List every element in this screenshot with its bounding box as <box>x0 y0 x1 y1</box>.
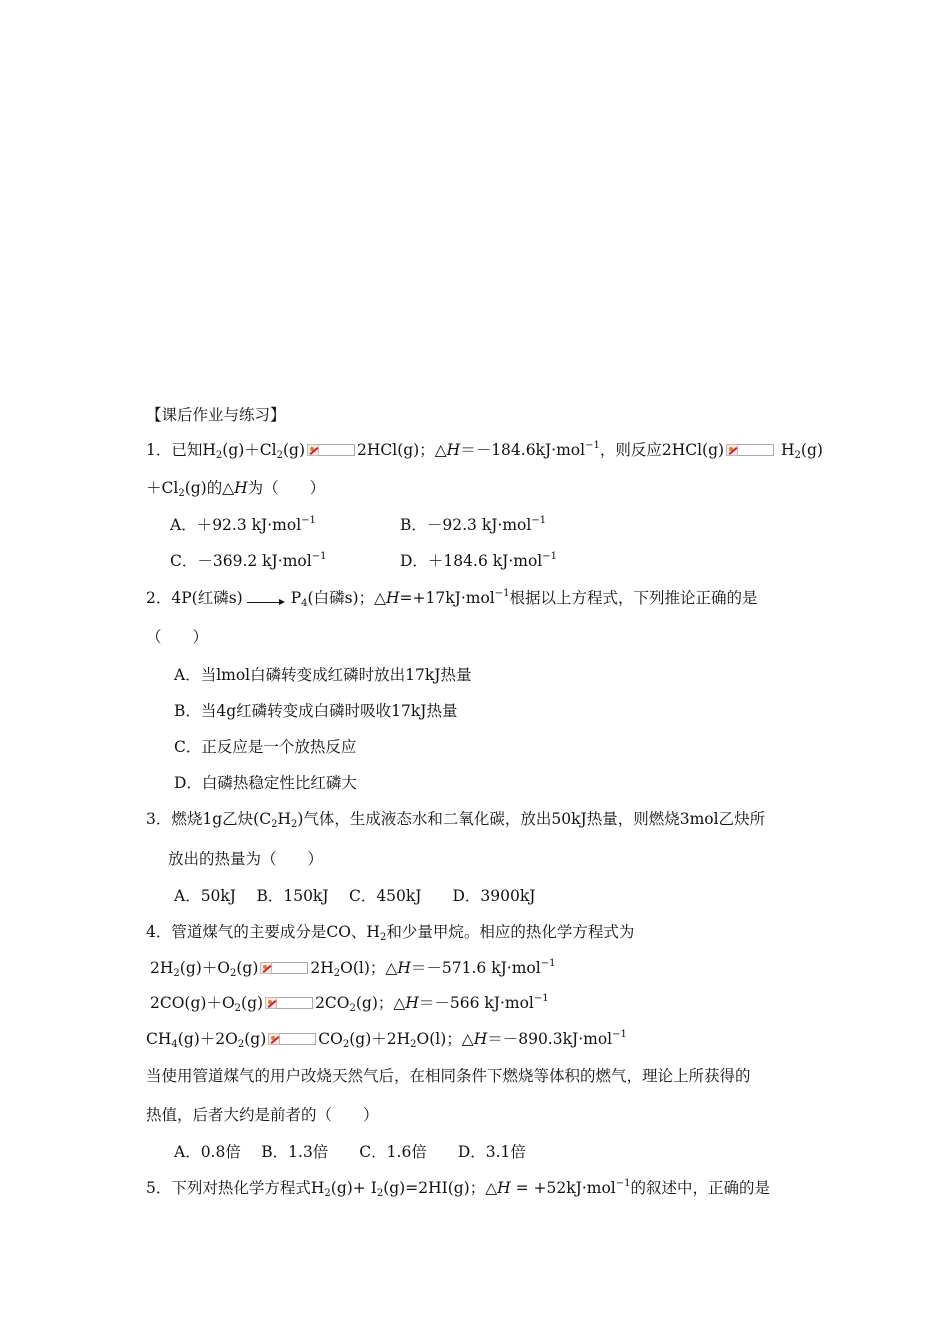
q3-options: A．50kJ B．150kJ C．450kJ D．3900kJ <box>174 887 536 905</box>
q4-line5: 当使用管道煤气的用户改烧天然气后，在相同条件下燃烧等体积的燃气，理论上所获得的 <box>146 1067 751 1085</box>
q4-equation-1: $2H_2(g)+O_2(g)$ $2H_2O(l)$；△H＝－571.6 kJ·mol$^{-1}$ <box>150 958 556 979</box>
q4-line1: 4．管道煤气的主要成分是CO、$H_2$和少量甲烷。相应的热化学方程式为 <box>146 923 635 943</box>
q2-option-c: C．正反应是一个放热反应 <box>174 738 357 756</box>
q1-option-c: C．－369.2 kJ·mol$^{-1}$ <box>170 551 327 570</box>
q3-line1: 3．燃烧1g乙炔$(C_2H_2)$气体，生成液态水和二氧化碳，放出50kJ热量，则燃烧3mol乙炔所 <box>146 810 766 830</box>
q1-line1: 1．已知$H_2(g)+Cl_2(g)$ 2HCl(g)；△H＝－184.6kJ·mol$^{-1}$，则反应2HCl(g) $H_2(g)$ <box>146 440 823 461</box>
reaction-arrow-icon <box>247 593 285 605</box>
q4-options: A．0.8倍 B．1.3倍 C．1.6倍 D．3.1倍 <box>174 1143 526 1161</box>
q3-line2: 放出的热量为（ ） <box>168 850 324 868</box>
q4-line6: 热值，后者大约是前者的（ ） <box>146 1106 379 1124</box>
q2-option-b: B．当4g红磷转变成白磷时吸收17kJ热量 <box>174 702 458 720</box>
q1-option-b: B．－92.3 kJ·mol$^{-1}$ <box>400 515 547 534</box>
reaction-arrow-icon <box>307 444 355 456</box>
q4-equation-3: $CH_4(g)+2O_2(g)$ $CO_2(g)+2H_2O(l)$；△H＝－890.3kJ·mol$^{-1}$ <box>146 1029 627 1050</box>
q1-option-a: A．＋92.3 kJ·mol$^{-1}$ <box>170 515 316 534</box>
reaction-arrow-icon <box>260 962 308 974</box>
q1-line2: $+Cl_2(g)$的△H为（ ） <box>146 479 326 499</box>
q1-option-d: D．＋184.6 kJ·mol$^{-1}$ <box>400 551 557 570</box>
q5-line1: 5．下列对热化学方程式$H_2(g)+ I_2(g)=2HI(g)$；△H = +52kJ·mol$^{-1}$的叙述中，正确的是 <box>146 1178 771 1199</box>
section-title: 【课后作业与练习】 <box>146 406 286 424</box>
reaction-arrow-icon <box>268 1033 316 1045</box>
reaction-arrow-icon <box>726 444 774 456</box>
q2-option-d: D．白磷热稳定性比红磷大 <box>174 774 357 792</box>
q2-option-a: A．当lmol白磷转变成红磷时放出17kJ热量 <box>174 666 472 684</box>
q4-equation-2: $2CO(g)+O_2(g)$ $2CO_2(g)$；△H＝－566 kJ·mol$^{-1}$ <box>150 993 549 1014</box>
q2-line1: 2．4P(红磷s) $P_4$(白磷s)；△H=+17kJ·mol$^{-1}$根据以上方程式，下列推论正确的是 <box>146 588 758 609</box>
q2-line2: （ ） <box>146 628 209 646</box>
reaction-arrow-icon <box>265 997 313 1009</box>
